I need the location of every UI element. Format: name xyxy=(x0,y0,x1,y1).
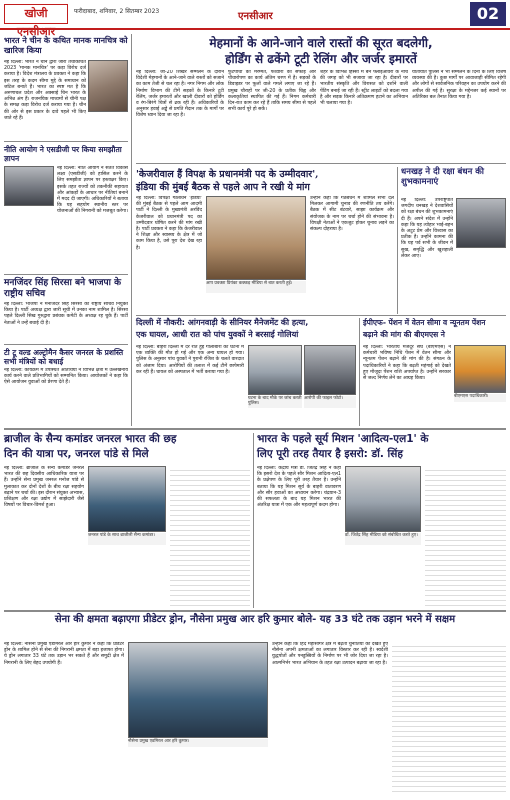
dhankhar-headline: धनखड़ ने दी रक्षा बंधन की शुभकामनाएं xyxy=(401,167,484,188)
top-story-headline-2: होर्डिंग से ढकेंगे टूटी रेलिंग और जर्जर इमारतें xyxy=(225,52,417,66)
crime-body: नई दिल्ली: बाहरी दिल्ली में देर रात हुई गोलीबारी की घटना में एक व्यक्ति की मौत हो गई और एक अन्य घायल हो गया। पुलिस के अनुसार पांच युवकों ने पुरानी रंजिश के चलते वारदात को अंजाम दिया। आरोपियों की तलाश में कई टीमें छापेमारी कर रही हैं। घायल को अस्पताल में भर्ती कराया गया है। xyxy=(136,345,244,375)
divider xyxy=(4,344,128,345)
dhankhar-body: नई दिल्ली: उपराष्ट्रपति जगदीप धनखड़ ने देशवासियों को रक्षा बंधन की शुभकामनाएं दी हैं। अपने संदेश में उन्होंने कहा कि यह त्योहार भाई-बहन के अटूट प्रेम और विश्वास का प्रतीक है। उन्होंने कामना की कि यह पर्व सभी के जीवन में सुख, समृद्धि और खुशहाली लेकर आए। xyxy=(401,198,453,259)
divider xyxy=(136,163,506,164)
section-divider xyxy=(4,610,506,612)
sirsa-body: नई दिल्ली: भाजपा ने मनजिंदर सिंह सिरसा को राष्ट्रीय सचिव नियुक्त किया है। पार्टी अध्यक्ष द्वारा जारी सूची में उनका नाम शामिल है। सिरसा पहले दिल्ली सिख गुरुद्वारा प्रबंधक कमेटी के अध्यक्ष रह चुके हैं। पार्टी नेताओं ने उन्हें बधाई दी है। xyxy=(4,302,128,326)
crime-photo-caption-2: आरोपी की फाइल फोटो। xyxy=(304,396,356,408)
army-body-cont xyxy=(170,466,250,606)
alliance-body-right: उन्होंने कहा कि गठबंधन में शामिल सभी दल मिलकर आगामी चुनाव की रणनीति तय करेंगे। बैठक में सीट बंटवारे, साझा कार्यक्रम और संयोजक के नाम पर चर्चा होने की संभावना है। विपक्षी नेताओं ने एकजुट होकर चुनाव लड़ने का संकल्प दोहराया है। xyxy=(310,196,394,233)
alliance-body-left: नई दिल्ली: विपक्षी गठबंधन 'इंडिया' की मुंबई बैठक से पहले आम आदमी पार्टी ने दिल्ली के मुख्यमंत्री अरविंद केजरीवाल को प्रधानमंत्री पद का उम्मीदवार घोषित करने की मांग रखी है। पार्टी प्रवक्ता ने कहा कि केजरीवाल ने शिक्षा और स्वास्थ्य के क्षेत्र में जो काम किया है, उसे पूरा देश देख रहा है। xyxy=(136,196,202,251)
divider xyxy=(4,274,128,275)
epfo-headline-1: ईपीएफ- पेंशन में वेतन सीमा व न्यूनतम पेंशन xyxy=(363,318,486,327)
navy-body-left: नई दिल्ली: नौसेना प्रमुख एडमिरल आर हरि कुमार ने कहा कि प्रीडेटर ड्रोन के शामिल होने से सेना की निगरानी क्षमता में बड़ा इजाफा होगा। ये ड्रोन लगातार 33 घंटे तक उड़ान भर सकते हैं और समुद्री क्षेत्र में निगरानी के लिए बेहद उपयोगी हैं। xyxy=(4,642,124,666)
dhankhar-photo xyxy=(456,198,506,248)
china-map-headline: भारत ने चीन के कथित मानक मानचित्र को खारिज किया xyxy=(4,36,128,55)
navy-body-cont xyxy=(392,642,506,794)
china-map-body: नई दिल्ली: भारत ने चीन द्वारा जारी तथाकथित 2023 'मानक मानचित्र' पर कड़ा विरोध दर्ज कराया है। विदेश मंत्रालय के प्रवक्ता ने कहा कि इस तरह के कदम सीमा मुद्दे के समाधान को जटिल बनाते हैं। भारत का स्पष्ट मत है कि अरुणाचल प्रदेश और अक्साई चिन भारत के अभिन्न अंग हैं। राजनयिक माध्यमों से चीनी पक्ष के समक्ष कड़ा विरोध दर्ज कराया गया है। चीन की ओर से इस प्रकार के दावे पहले भी किए जाते रहे हैं। xyxy=(4,60,86,121)
brand-logo: खोजी एनसीआर xyxy=(4,4,68,24)
crime-headline-1: दिल्ली में नौकरी: आंगनवाड़ी के सीनियर मैनेजमेंट की हत्या, xyxy=(136,318,309,327)
top-story-col-2: फुटपाथों की मरम्मत, फव्वारों की सफाई और पौधारोपण का कार्य अंतिम चरण में है। सड़कों के डिवाइडर पर फूलों वाले गमले लगाए जा रहे हैं। प्रमुख चौराहों पर जी-20 के प्रतीक चिह्न और कलाकृतियां स्थापित की गई हैं। निगम कर्मचारी दिन-रात काम कर रहे हैं ताकि समय सीमा से पहले सभी कार्य पूरे हो सकें। xyxy=(228,70,316,113)
top-story-col-1: नई दिल्ली: जी-20 शिखर सम्मेलन के दौरान विदेशी मेहमानों के आने-जाने वाले रास्तों को सजाने का काम तेजी से चल रहा है। नगर निगम और लोक निर्माण विभाग की टीमें सड़कों के किनारे टूटी रेलिंग, जर्जर इमारतों और खाली दीवारों को होर्डिंग व रंग-बिरंगे चित्रों से ढक रही हैं। अधिकारियों के अनुसार हवाई अड्डे से प्रगति मैदान तक के मार्गों पर विशेष ध्यान दिया जा रहा है। xyxy=(136,70,224,119)
navy-photo-caption: नौसेना प्रमुख एडमिरल आर हरि कुमार। xyxy=(128,739,268,747)
epfo-headline-2: बढ़ाने की मांग की बीएमएस ने xyxy=(363,330,445,339)
sirsa-headline: मनजिंदर सिंह सिरसा बने भाजपा के राष्ट्रीय सचिव xyxy=(4,278,122,299)
epfo-body: नई दिल्ली: भारतीय मजदूर संघ (बीएमएस) ने कर्मचारी भविष्य निधि पेंशन में वेतन सीमा और न्यूनतम पेंशन बढ़ाने की मांग की है। संगठन के पदाधिकारियों ने कहा कि बढ़ती महंगाई को देखते हुए मौजूदा पेंशन राशि अपर्याप्त है। उन्होंने सरकार से जल्द निर्णय लेने का आग्रह किया। xyxy=(363,345,451,382)
alliance-headline-1: 'केजरीवाल हैं विपक्ष के प्रधानमंत्री पद के उम्मीदवार', xyxy=(136,169,319,180)
niti-body: नई दिल्ली: नीति आयोग ने सतत विकास लक्ष्य (एसडीजी) को हासिल करने के लिए समझौता ज्ञापन पर हस्ताक्षर किए। इसके तहत राज्यों को तकनीकी सहायता और आंकड़ों के आधार पर नीतियां बनाने में मदद दी जाएगी। अधिकारियों ने बताया कि यह सहयोग स्थानीय स्तर पर योजनाओं की निगरानी को मजबूत करेगा। xyxy=(57,166,128,215)
aditya-body-cont xyxy=(425,466,506,606)
navy-headline: सेना की क्षमता बढ़ाएगा प्रीडेटर ड्रोन, नौसेना प्रमुख आर हरि कुमार बोले- यह 33 घंटे तक उड़ान भरने में सक्षम xyxy=(54,614,456,625)
aditya-photo xyxy=(345,466,421,532)
aditya-body: नई दिल्ली: केंद्रीय मंत्री डॉ. जितेंद्र सिंह ने कहा कि इसरो देश के पहले सौर मिशन आदित्य-एल1 के प्रक्षेपण के लिए पूरी तरह तैयार है। उन्होंने बताया कि यह मिशन सूर्य के बाहरी वातावरण और सौर हवाओं का अध्ययन करेगा। चंद्रयान-3 की सफलता के बाद यह मिशन भारत की अंतरिक्ष यात्रा में एक और महत्वपूर्ण कदम होगा। xyxy=(257,466,341,509)
column-divider xyxy=(397,167,398,314)
dateline: फरीदाबाद, शनिवार, 2 सितम्बर 2023 xyxy=(74,8,160,15)
divider xyxy=(4,141,128,142)
alliance-photo xyxy=(206,196,306,280)
epfo-photo xyxy=(454,345,506,393)
epfo-photo-caption: बीएमएस पदाधिकारी। xyxy=(454,394,506,402)
top-story-col-4: यातायात पुलिस ने भी सम्मेलन के दिनों के लिए विशेष व्यवस्था की है। कुछ मार्गों पर आवाजाही सीमित रहेगी और लोगों से सार्वजनिक परिवहन का उपयोग करने की अपील की गई है। सुरक्षा के मद्देनजर कई स्थानों पर अतिरिक्त बल तैनात किया गया है। xyxy=(412,70,506,100)
army-photo xyxy=(88,466,166,532)
army-photo-caption: जनरल पांडे के साथ ब्राजीली सैन्य कमांडर। xyxy=(88,533,166,545)
niti-photo xyxy=(4,166,54,206)
crime-photo-2 xyxy=(304,345,356,395)
aditya-photo-caption: डॉ. जितेंद्र सिंह मीडिया को संबोधित करते हुए। xyxy=(345,533,421,545)
army-headline-2: दिन की यात्रा पर, जनरल पांडे से मिले xyxy=(4,448,149,460)
crime-headline-2: एक घायल, आधी रात को पांच युवकों ने बरसाई गोलियां xyxy=(136,330,299,339)
award-body: नई दिल्ली: कार्यक्रम में उपस्थित अतिथियों ने विभिन्न क्षेत्रों में उल्लेखनीय कार्य करने वाले प्रतिभागियों को सम्मानित किया। आयोजकों ने कहा कि ऐसे आयोजन युवाओं को प्रेरणा देते हैं। xyxy=(4,368,128,386)
crime-photo-1 xyxy=(248,345,302,395)
china-map-photo xyxy=(88,60,128,112)
niti-headline: नीति आयोग ने एसडीजी पर किया समझौता ज्ञापन xyxy=(4,145,122,163)
column-divider xyxy=(253,433,254,608)
alliance-photo-caption: आप प्रवक्ता प्रियंका कक्कड़ मीडिया से बात करती हुईं। xyxy=(206,281,306,293)
army-headline-1: ब्राजील के सैन्य कमांडर जनरल भारत की छह xyxy=(4,433,177,445)
column-divider xyxy=(359,318,360,426)
section-divider xyxy=(4,428,506,430)
crime-photo-caption-1: घटना के बाद मौके पर जांच करती पुलिस। xyxy=(248,396,302,407)
alliance-headline-2: इंडिया की मुंबई बैठक से पहले आप ने रखी ये मांग xyxy=(136,182,310,193)
section-title: एनसीआर xyxy=(238,11,273,22)
page-number: 02 xyxy=(470,2,506,26)
divider xyxy=(136,315,506,316)
navy-photo xyxy=(128,642,268,738)
top-story-col-3: शहर के विभिन्न हिस्सों में बने फ्लाईओवरों के नीचे की जगह को भी सजाया जा रहा है। दीवारों पर भारतीय संस्कृति और विरासत को दर्शाने वाली पेंटिंग बनाई जा रही हैं। स्ट्रीट लाइटों को बदला गया है और सड़क किनारे अतिक्रमण हटाने का अभियान भी चलाया गया है। xyxy=(320,70,408,107)
aditya-headline-2: लिए पूरी तरह तैयार है इसरो: डॉ. सिंह xyxy=(257,448,403,460)
award-headline: टी टू वल्ड अल्ट्रोमैन कैसर जनरल के प्रशस्ति सभी मंत्रियों को बधाई xyxy=(4,348,124,366)
army-body: नई दिल्ली: ब्राजील के सैन्य कमांडर जनरल भारत की छह दिवसीय आधिकारिक यात्रा पर हैं। उन्होंने सेना प्रमुख जनरल मनोज पांडे से मुलाकात कर दोनों देशों के बीच रक्षा सहयोग बढ़ाने पर चर्चा की। इस दौरान संयुक्त अभ्यास, प्रशिक्षण और रक्षा उद्योग में साझेदारी जैसे विषयों पर विचार-विमर्श हुआ। xyxy=(4,466,84,509)
top-story-headline-1: मेहमानों के आने-जाने वाले रास्तों की सूरत बदलेगी, xyxy=(209,36,433,50)
column-divider xyxy=(131,34,132,426)
navy-body-right: उन्होंने कहा कि हिंद महासागर क्षेत्र में बढ़ती चुनौतियों को देखते हुए नौसेना अपनी क्षमताओं का लगातार विस्तार कर रही है। स्वदेशी युद्धपोतों और पनडुब्बियों के निर्माण पर भी जोर दिया जा रहा है। आत्मनिर्भर भारत अभियान के तहत रक्षा उत्पादन बढ़ाया जा रहा है। xyxy=(272,642,388,666)
aditya-headline-1: भारत के पहले सूर्य मिशन 'आदित्य-एल1' के xyxy=(257,433,429,445)
